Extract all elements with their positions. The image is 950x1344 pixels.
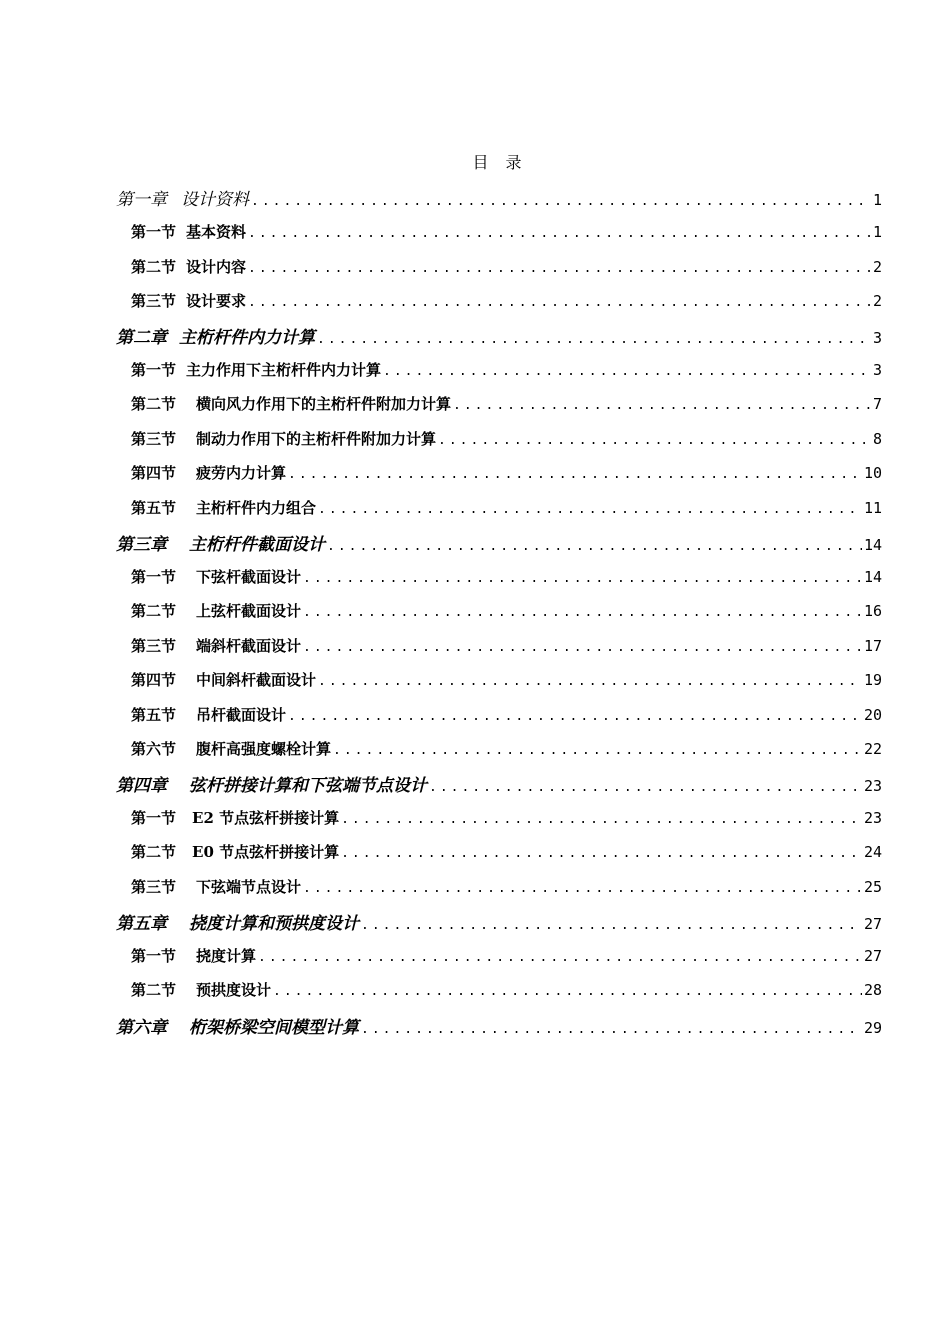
- section-number: 第六节: [131, 740, 177, 758]
- toc-entry-section[interactable]: [131, 945, 882, 966]
- page-number: 11: [863, 499, 882, 517]
- section-number: 第二节: [131, 395, 177, 413]
- leader-dots: [303, 640, 862, 655]
- leader-dots: [248, 261, 871, 276]
- toc-entry-section[interactable]: [131, 635, 882, 656]
- page-number: 29: [863, 1019, 882, 1037]
- page-number: 2: [872, 292, 882, 310]
- section-number: 第三节: [131, 430, 177, 448]
- toc-entry-section[interactable]: [131, 290, 882, 311]
- section-title: 主桁杆件内力组合: [196, 499, 317, 517]
- chapter-number: 第五章: [116, 914, 167, 934]
- leader-dots: [273, 984, 862, 999]
- page-number: 27: [863, 947, 882, 965]
- toc-entry-section[interactable]: [131, 428, 882, 449]
- section-title: E2 节点弦杆拼接计算: [192, 809, 340, 827]
- leader-dots: [318, 502, 862, 517]
- section-title: 疲劳内力计算: [196, 464, 287, 482]
- section-number: 第三节: [131, 292, 177, 310]
- toc-entry-chapter-4[interactable]: [116, 771, 882, 796]
- chapter-title: 弦杆拼接计算和下弦端节点设计: [189, 776, 427, 796]
- toc-entry-chapter-6[interactable]: [116, 1013, 882, 1038]
- toc-entry-section[interactable]: [131, 704, 882, 725]
- toc-title: 目 录: [472, 153, 528, 172]
- leader-dots: [251, 194, 871, 209]
- toc-entry-section[interactable]: [131, 462, 882, 483]
- section-title: 横向风力作用下的主桁杆件附加力计算: [196, 395, 452, 413]
- leader-dots: [429, 780, 862, 795]
- leader-dots: [361, 918, 862, 933]
- page-number: 1: [872, 191, 882, 209]
- page-number: 3: [872, 329, 882, 347]
- toc-entry-chapter-2[interactable]: [116, 323, 882, 348]
- toc-entry-chapter-3[interactable]: [116, 530, 882, 555]
- section-title: 挠度计算: [196, 947, 257, 965]
- page-number: 8: [872, 430, 882, 448]
- chapter-number: 第四章: [116, 776, 167, 796]
- toc-entry-chapter-1[interactable]: [116, 185, 882, 210]
- toc-entry-section[interactable]: [131, 669, 882, 690]
- page-number: 20: [863, 706, 882, 724]
- page-number: 27: [863, 915, 882, 933]
- page-number: 28: [863, 981, 882, 999]
- chapter-title: 设计资料: [181, 190, 249, 210]
- page-number: 3: [872, 361, 882, 379]
- page-number: 17: [863, 637, 882, 655]
- toc-entry-section[interactable]: [131, 738, 882, 759]
- leader-dots: [288, 709, 862, 724]
- section-title: 腹杆高强度螺栓计算: [196, 740, 332, 758]
- section-number: 第三节: [131, 878, 177, 896]
- section-title: 下弦杆截面设计: [196, 568, 302, 586]
- section-title: 上弦杆截面设计: [196, 602, 302, 620]
- leader-dots: [361, 1022, 862, 1037]
- section-number: 第二节: [131, 602, 177, 620]
- chapter-number: 第二章: [116, 328, 167, 348]
- section-number: 第二节: [131, 981, 177, 999]
- leader-dots: [258, 950, 862, 965]
- section-title: 主力作用下主桁杆件内力计算: [186, 361, 382, 379]
- chapter-title: 桁架桥梁空间模型计算: [189, 1018, 359, 1038]
- leader-dots: [248, 295, 871, 310]
- page-number: 22: [863, 740, 882, 758]
- page-number: 14: [863, 568, 882, 586]
- leader-dots: [248, 226, 871, 241]
- section-title: 吊杆截面设计: [196, 706, 287, 724]
- toc-entry-section[interactable]: [131, 566, 882, 587]
- page-number: 24: [863, 843, 882, 861]
- section-number: 第五节: [131, 706, 177, 724]
- chapter-number: 第三章: [116, 535, 167, 555]
- leader-dots: [317, 332, 871, 347]
- leader-dots: [327, 539, 862, 554]
- section-number: 第一节: [131, 809, 177, 827]
- toc-entry-section[interactable]: [131, 393, 882, 414]
- section-title: 设计内容: [186, 258, 247, 276]
- page-number: 25: [863, 878, 882, 896]
- page-number: 23: [863, 777, 882, 795]
- chapter-title: 主桁杆件截面设计: [189, 535, 325, 555]
- section-number: 第三节: [131, 637, 177, 655]
- section-number: 第二节: [131, 843, 177, 861]
- toc-entry-section[interactable]: [131, 359, 882, 380]
- section-number: 第一节: [131, 947, 177, 965]
- toc-entry-section[interactable]: [131, 979, 882, 1000]
- page-number: 23: [863, 809, 882, 827]
- toc-entry-section[interactable]: [131, 841, 882, 862]
- leader-dots: [341, 846, 862, 861]
- leader-dots: [438, 433, 871, 448]
- page-number: 14: [863, 536, 882, 554]
- leader-dots: [288, 467, 862, 482]
- leader-dots: [383, 364, 871, 379]
- section-title: 制动力作用下的主桁杆件附加力计算: [196, 430, 437, 448]
- chapter-number: 第一章: [116, 190, 167, 210]
- section-title: E0 节点弦杆拼接计算: [192, 843, 340, 861]
- leader-dots: [341, 812, 862, 827]
- toc-entry-chapter-5[interactable]: [116, 909, 882, 934]
- leader-dots: [303, 605, 862, 620]
- chapter-number: 第六章: [116, 1018, 167, 1038]
- section-title: 预拱度设计: [196, 981, 272, 999]
- section-title: 中间斜杆截面设计: [196, 671, 317, 689]
- toc-entry-section[interactable]: [131, 221, 882, 242]
- section-title: 下弦端节点设计: [196, 878, 302, 896]
- toc-entry-section[interactable]: [131, 497, 882, 518]
- leader-dots: [333, 743, 862, 758]
- toc-entry-section[interactable]: [131, 807, 882, 828]
- leader-dots: [318, 674, 862, 689]
- toc-entry-section[interactable]: [131, 256, 882, 277]
- leader-dots: [453, 398, 871, 413]
- chapter-title: 挠度计算和预拱度设计: [189, 914, 359, 934]
- section-number: 第一节: [131, 361, 177, 379]
- toc-entry-section[interactable]: [131, 876, 882, 897]
- toc-entry-section[interactable]: [131, 600, 882, 621]
- page-number: 2: [872, 258, 882, 276]
- section-number: 第二节: [131, 258, 177, 276]
- page-number: 1: [872, 223, 882, 241]
- section-number: 第五节: [131, 499, 177, 517]
- section-title: 设计要求: [186, 292, 247, 310]
- chapter-title: 主桁杆件内力计算: [179, 328, 315, 348]
- section-number: 第四节: [131, 671, 177, 689]
- section-title: 端斜杆截面设计: [196, 637, 302, 655]
- section-title: 基本资料: [186, 223, 247, 241]
- leader-dots: [303, 571, 862, 586]
- page-number: 10: [863, 464, 882, 482]
- leader-dots: [303, 881, 862, 896]
- page-number: 16: [863, 602, 882, 620]
- page-number: 7: [872, 395, 882, 413]
- section-number: 第一节: [131, 568, 177, 586]
- page-number: 19: [863, 671, 882, 689]
- section-number: 第一节: [131, 223, 177, 241]
- section-number: 第四节: [131, 464, 177, 482]
